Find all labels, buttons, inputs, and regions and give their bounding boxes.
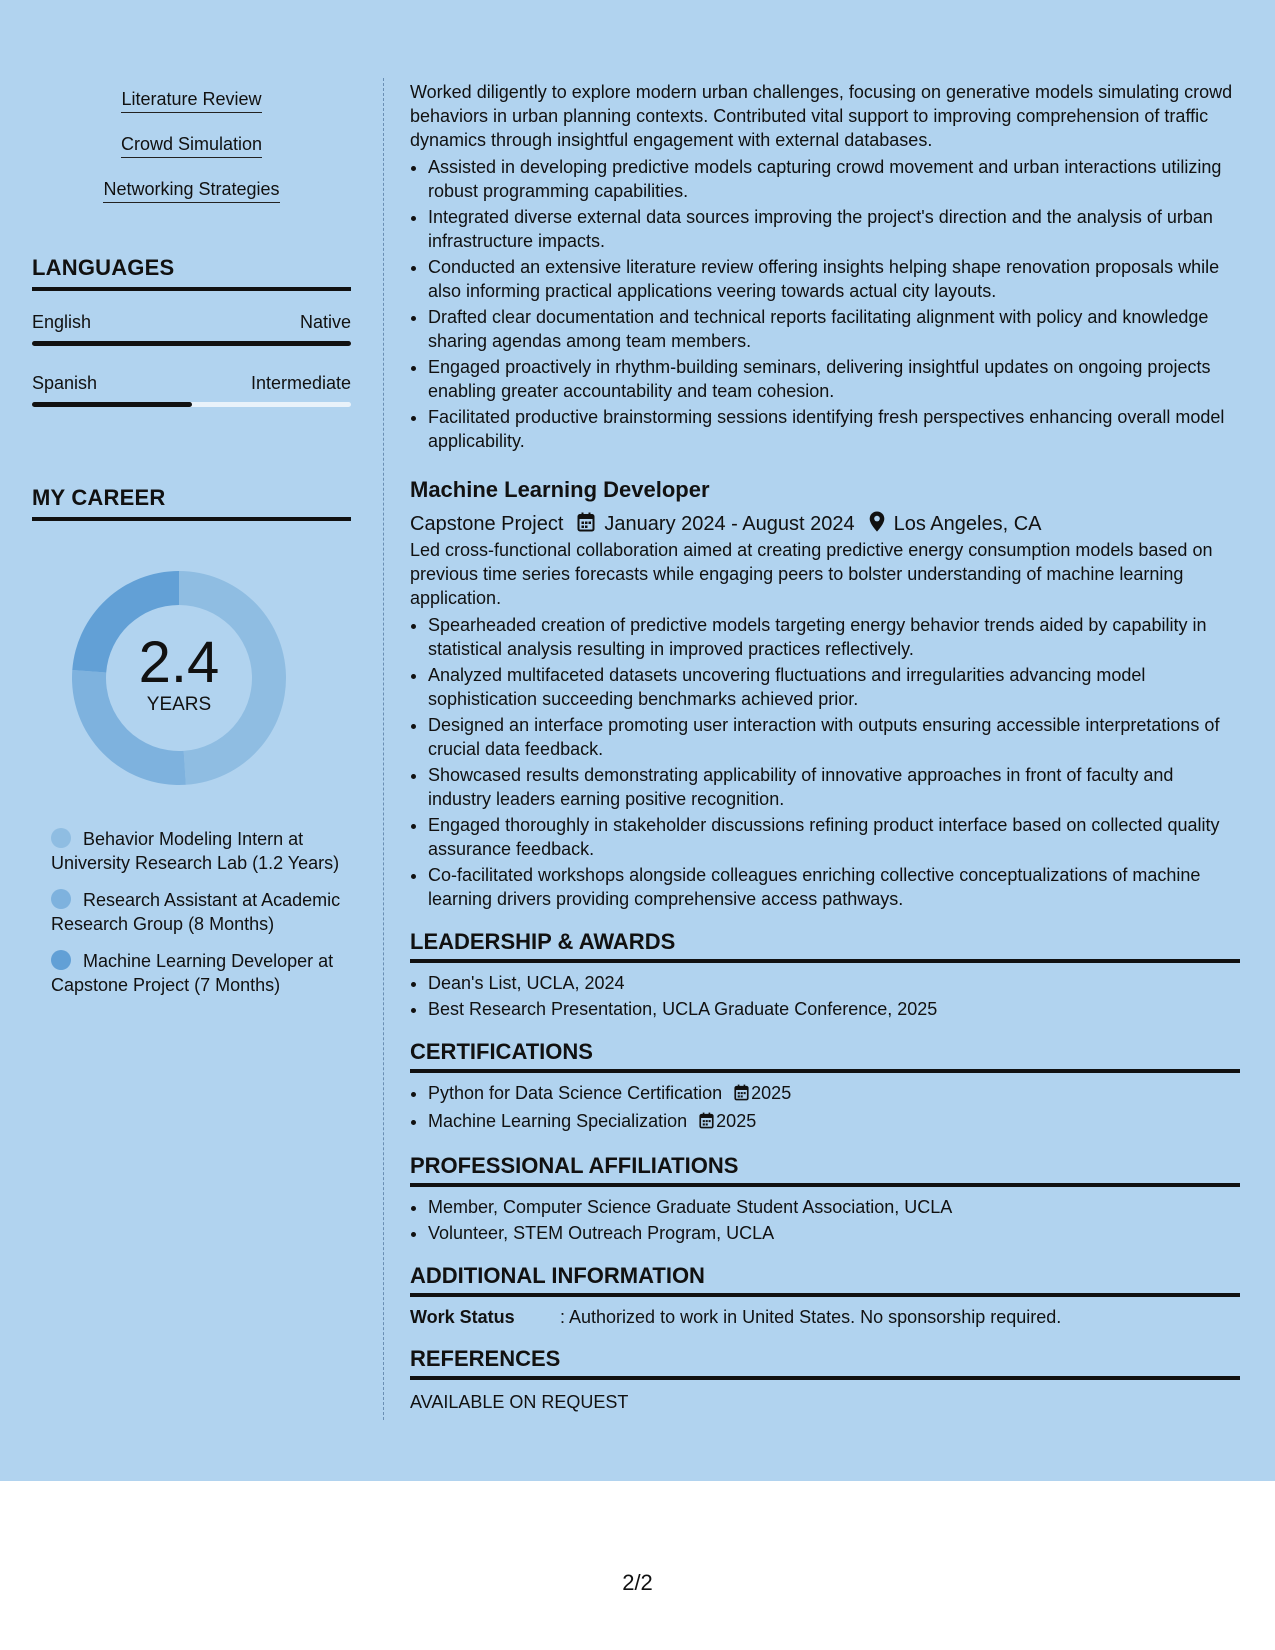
affiliations-section	[410, 1153, 1240, 1245]
legend-dot	[51, 950, 71, 970]
language-name: Spanish	[32, 373, 98, 393]
bullet-item: • Analyzed multifaceted datasets uncovering fluctuations and irregularities advancing model sophistication succeeding benchmarks achieved prior.	[428, 663, 1240, 711]
certification-item	[428, 1081, 1240, 1107]
map-pin-icon	[869, 511, 885, 538]
language-name: English	[32, 312, 92, 332]
certifications-section	[410, 1039, 1240, 1135]
legend-item	[51, 827, 341, 875]
job-meta	[410, 511, 1240, 538]
skills-list	[32, 88, 351, 223]
bullet-item: • Drafted clear documentation and technical reports facilitating alignment with policy and knowledge sharing agendas among team members.	[428, 305, 1240, 353]
skill-item: Literature Review	[121, 88, 261, 113]
references-text: AVAILABLE ON REQUEST	[410, 1392, 629, 1412]
leadership-section	[410, 929, 1240, 1021]
job-bullets	[410, 613, 1240, 911]
bullet-item: • Co-facilitated workshops alongside colleagues enriching collective conceptualizations of machine learning drivers providing comprehensive access pathways.	[428, 863, 1240, 911]
languages-title: LANGUAGES	[32, 255, 351, 291]
certification-name: Python for Data Science Certification	[428, 1083, 723, 1103]
bullet-item: • Assisted in developing predictive models capturing crowd movement and urban interactions utilizing robust programming capabilities.	[428, 155, 1240, 203]
calendar-icon	[699, 1111, 714, 1135]
main-content	[410, 80, 1240, 1413]
career-total-unit: YEARS	[146, 694, 212, 715]
bullet-item: • Engaged thoroughly in stakeholder discussions refining product interface based on collected quality assurance feedback.	[428, 813, 1240, 861]
certification-year: 2025	[751, 1083, 792, 1103]
career-total-value: 2.4	[138, 630, 220, 695]
column-divider	[383, 78, 384, 1420]
language-bar-fill	[32, 341, 351, 346]
legend-label: Research Assistant at Academic Research Group (8 Months)	[51, 890, 341, 934]
language-bar	[32, 341, 351, 346]
job-dates: January 2024 - August 2024	[604, 513, 855, 535]
language-item	[32, 311, 351, 346]
info-key: Work Status	[410, 1307, 515, 1327]
bullet-item: • Facilitated productive brainstorming sessions identifying fresh perspectives enhancing overall model applicability.	[428, 405, 1240, 453]
experience-bullets	[410, 155, 1240, 453]
language-level: Intermediate	[250, 373, 351, 393]
certification-year: 2025	[716, 1111, 757, 1131]
bullet-item: • Dean's List, UCLA, 2024	[428, 971, 1240, 995]
legend-label: Behavior Modeling Intern at University Research Lab (1.2 Years)	[51, 829, 340, 873]
additional-info-section	[410, 1263, 1240, 1328]
legend-item	[51, 888, 341, 936]
skill-item: Networking Strategies	[103, 178, 279, 203]
career-donut	[64, 563, 294, 793]
job-company: Capstone Project	[410, 513, 564, 535]
legend-dot	[51, 889, 71, 909]
certification-name: Machine Learning Specialization	[428, 1111, 688, 1131]
legend-dot	[51, 828, 71, 848]
career-legend	[51, 827, 341, 997]
bullet-item: • Best Research Presentation, UCLA Graduate Conference, 2025	[428, 997, 1240, 1021]
bullet-item: • Engaged proactively in rhythm-building seminars, delivering insightful updates on ongoing projects enabling greater accountability and team cohesion.	[428, 355, 1240, 403]
bullet-item: • Member, Computer Science Graduate Student Association, UCLA	[428, 1195, 1240, 1219]
legend-label: Machine Learning Developer at Capstone Project (7 Months)	[51, 951, 334, 995]
references-section	[410, 1346, 1240, 1413]
section-title: LEADERSHIP & AWARDS	[410, 929, 1240, 963]
experience-entry	[410, 477, 1240, 911]
legend-item	[51, 949, 341, 997]
bullet-item: • Designed an interface promoting user interaction with outputs ensuring accessible interpretations of crucial data feedback.	[428, 713, 1240, 761]
career-section	[32, 485, 351, 997]
section-title: REFERENCES	[410, 1346, 1240, 1380]
career-title: MY CAREER	[32, 485, 351, 521]
language-bar-fill	[32, 402, 192, 407]
bullet-item: • Showcased results demonstrating applicability of innovative approaches in front of faculty and industry leaders earning positive recognition.	[428, 763, 1240, 811]
section-title: CERTIFICATIONS	[410, 1039, 1240, 1073]
info-row	[410, 1307, 1240, 1328]
section-title: ADDITIONAL INFORMATION	[410, 1263, 1240, 1297]
experience-entry	[410, 80, 1240, 453]
experience-summary: Worked diligently to explore modern urban challenges, focusing on generative models simulating crowd behaviors in urban planning contexts. Contributed vital support to improving comprehension of traffic dynamics through insightful engagement with external databases.	[410, 82, 1233, 150]
job-title: Machine Learning Developer	[410, 477, 710, 502]
certification-item	[428, 1109, 1240, 1135]
language-level: Native	[299, 312, 351, 332]
bullet-item: • Spearheaded creation of predictive models targeting energy behavior trends aided by capability in statistical analysis resulting in improved practices reflectively.	[428, 613, 1240, 661]
bullet-item: • Volunteer, STEM Outreach Program, UCLA	[428, 1221, 1240, 1245]
job-location: Los Angeles, CA	[893, 513, 1042, 535]
language-bar	[32, 402, 351, 407]
section-title: PROFESSIONAL AFFILIATIONS	[410, 1153, 1240, 1187]
skill-item: Crowd Simulation	[121, 133, 262, 158]
bullet-item: • Integrated diverse external data sources improving the project's direction and the analysis of urban infrastructure impacts.	[428, 205, 1240, 253]
calendar-icon	[577, 512, 595, 538]
job-summary: Led cross-functional collaboration aimed at creating predictive energy consumption models based on previous time series forecasts while engaging peers to bolster understanding of machine learning application.	[410, 540, 1213, 608]
sidebar	[32, 0, 351, 1010]
info-value: : Authorized to work in United States. No sponsorship required.	[560, 1307, 1062, 1327]
languages-section	[32, 255, 351, 407]
language-item	[32, 372, 351, 407]
page-number: 2/2	[622, 1570, 653, 1595]
bullet-item: • Conducted an extensive literature review offering insights helping shape renovation proposals while also informing practical applications veering towards actual city layouts.	[428, 255, 1240, 303]
calendar-icon	[734, 1083, 749, 1107]
